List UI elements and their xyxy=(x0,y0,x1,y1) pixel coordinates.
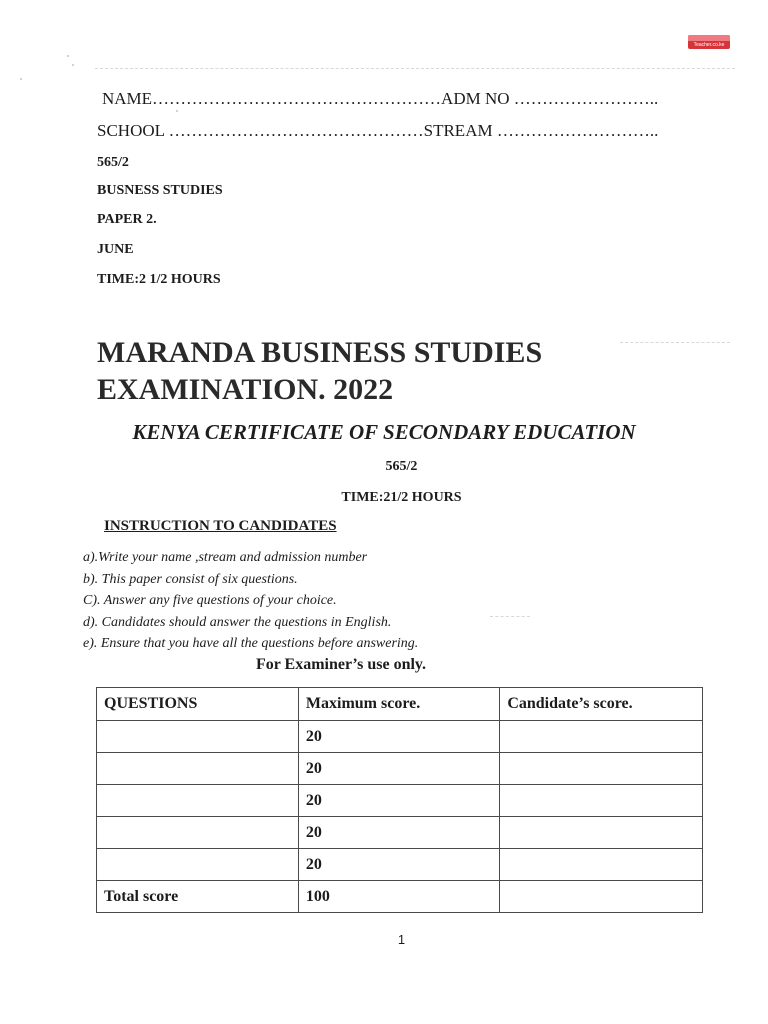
candidate-score-cell xyxy=(500,721,703,753)
teacher-logo xyxy=(688,35,730,49)
instructions-heading: INSTRUCTION TO CANDIDATES xyxy=(104,518,337,534)
max-score-cell: 20 xyxy=(298,721,499,753)
max-score-cell: 20 xyxy=(298,849,499,881)
scan-artifact xyxy=(620,342,730,343)
total-label-cell: Total score xyxy=(97,881,299,913)
logo-text: Teacher.co.ke xyxy=(693,42,725,48)
school-stream-field: SCHOOL ………………………………………STREAM ……………………….. xyxy=(97,121,659,140)
paper-code: 565/2 xyxy=(97,155,129,170)
main-title xyxy=(97,334,617,408)
question-cell xyxy=(97,785,299,817)
candidate-score-cell xyxy=(500,753,703,785)
candidate-score-cell xyxy=(500,849,703,881)
table-row xyxy=(97,753,703,785)
instructions-list xyxy=(83,547,418,655)
total-candidate-score-cell xyxy=(500,881,703,913)
table-row xyxy=(97,721,703,753)
total-row xyxy=(97,881,703,913)
center-paper-code: 565/2 xyxy=(385,459,418,474)
main-title-line-1: MARANDA BUSINESS STUDIES xyxy=(97,336,543,369)
scan-artifact xyxy=(490,616,530,617)
scan-artifact xyxy=(20,78,22,80)
main-title-line-2: EXAMINATION. 2022 xyxy=(97,373,394,406)
question-cell xyxy=(97,753,299,785)
header-questions: QUESTIONS xyxy=(97,688,299,721)
instruction-item: C). Answer any five questions of your choice. xyxy=(83,593,337,608)
table-header-row xyxy=(97,688,703,721)
center-time: TIME:21/2 HOURS xyxy=(341,490,462,505)
score-table xyxy=(96,687,703,913)
kcse-subtitle: KENYA CERTIFICATE OF SECONDARY EDUCATION xyxy=(132,420,636,444)
scan-artifact xyxy=(67,55,69,57)
total-max-score-cell: 100 xyxy=(298,881,499,913)
question-cell xyxy=(97,849,299,881)
instruction-item: b). This paper consist of six questions. xyxy=(83,571,298,587)
max-score-cell: 20 xyxy=(298,785,499,817)
examiner-heading: For Examiner’s use only. xyxy=(255,656,427,673)
scan-artifact xyxy=(95,68,735,69)
exam-month: JUNE xyxy=(97,242,134,257)
question-cell xyxy=(97,817,299,849)
scan-artifact xyxy=(176,110,178,112)
instruction-item: d). Candidates should answer the questions in English. xyxy=(83,614,392,630)
paper-number: PAPER 2. xyxy=(97,212,157,227)
exam-time: TIME:2 1/2 HOURS xyxy=(97,272,221,287)
header-max-score: Maximum score. xyxy=(298,688,499,721)
table-row xyxy=(97,849,703,881)
instruction-item: a).Write your name ,stream and admission number xyxy=(83,550,368,565)
instruction-item: e). Ensure that you have all the questions before answering. xyxy=(83,636,419,651)
table-row xyxy=(97,817,703,849)
max-score-cell: 20 xyxy=(298,753,499,785)
subject-name: BUSNESS STUDIES xyxy=(97,183,223,198)
scan-artifact xyxy=(72,64,74,66)
candidate-score-cell xyxy=(500,785,703,817)
max-score-cell: 20 xyxy=(298,817,499,849)
header-candidate-score: Candidate’s score. xyxy=(500,688,703,721)
page-number: 1 xyxy=(397,932,406,947)
table-row xyxy=(97,785,703,817)
question-cell xyxy=(97,721,299,753)
name-adm-field: NAME……………………………………………ADM NO …………………….. xyxy=(102,89,659,108)
candidate-score-cell xyxy=(500,817,703,849)
